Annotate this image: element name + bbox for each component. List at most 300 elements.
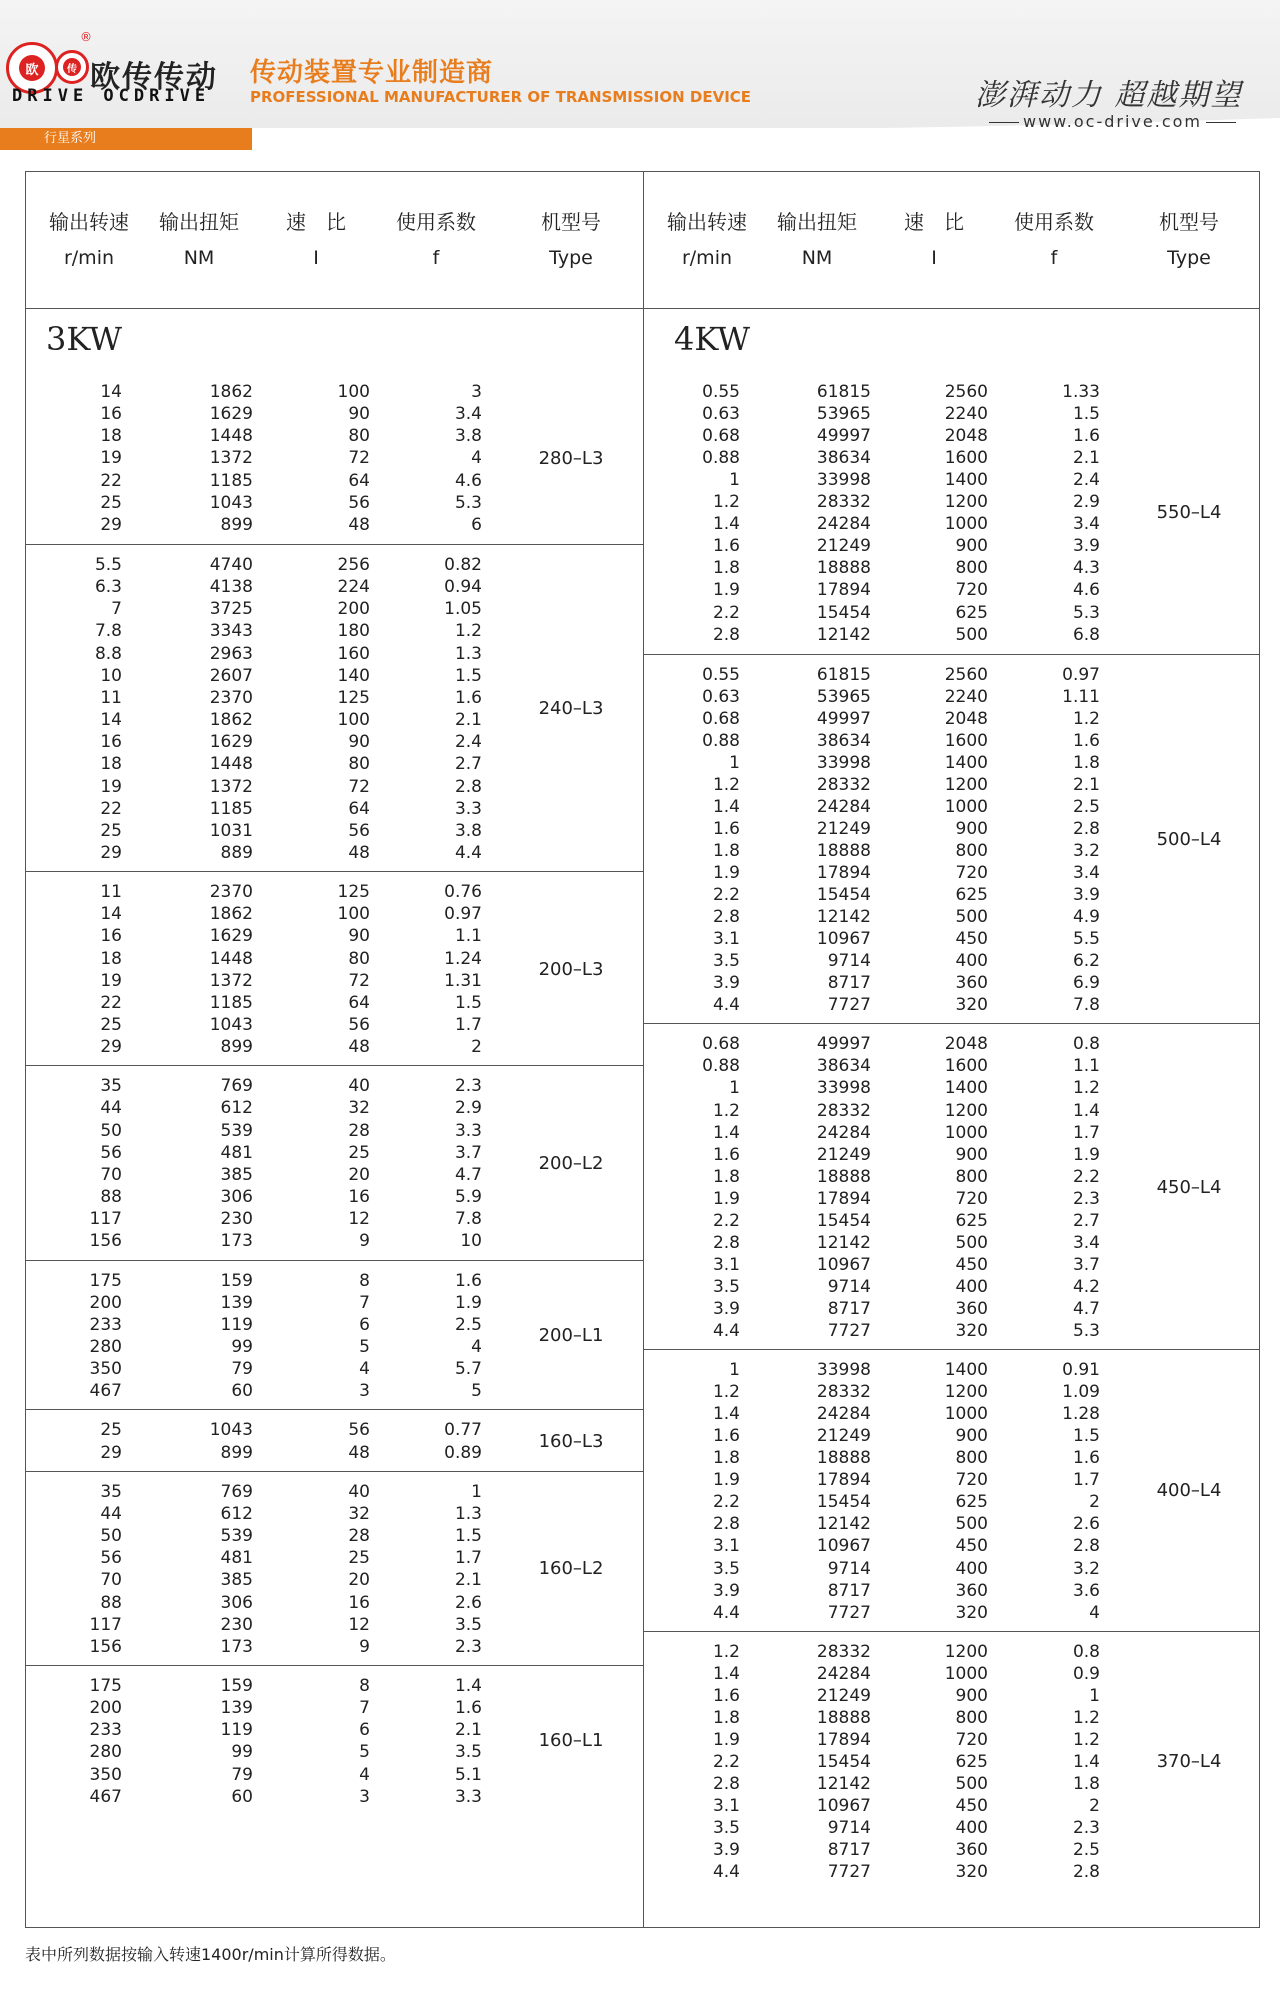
torque-cell: 12142 xyxy=(816,1232,871,1253)
factor-cell: 3.2 xyxy=(1072,840,1100,861)
ratio-cell: 1000 xyxy=(944,514,988,535)
table-row xyxy=(26,620,643,642)
factor-cell: 1.7 xyxy=(1072,1122,1100,1143)
ratio-cell: 72 xyxy=(348,448,370,469)
factor-cell: 3.9 xyxy=(1072,536,1100,557)
model-group xyxy=(26,1409,643,1471)
factor-cell: 3.5 xyxy=(454,1614,482,1635)
factor-cell: 3.5 xyxy=(454,1742,482,1763)
table-row xyxy=(644,1685,1259,1707)
ratio-cell: 20 xyxy=(348,1164,370,1185)
logo-gear-small-icon xyxy=(55,50,89,84)
factor-cell: 2.4 xyxy=(454,732,482,753)
speed-cell: 4.4 xyxy=(712,1862,740,1883)
speed-cell: 7 xyxy=(111,599,122,620)
header-en: Type xyxy=(549,247,593,269)
ratio-cell: 100 xyxy=(337,382,370,402)
torque-cell: 10967 xyxy=(816,1796,871,1817)
factor-cell: 5.9 xyxy=(454,1187,482,1208)
factor-cell: 1.09 xyxy=(1062,1382,1100,1403)
table-row xyxy=(644,1210,1259,1232)
speed-cell: 50 xyxy=(100,1120,122,1141)
header-en: r/min xyxy=(681,247,733,269)
table-row xyxy=(644,535,1259,557)
torque-cell: 99 xyxy=(231,1742,253,1763)
ratio-cell: 224 xyxy=(337,577,370,598)
speed-cell: 35 xyxy=(100,1076,122,1097)
motto: 澎湃动力 超越期望 xyxy=(975,78,1243,113)
table-row xyxy=(644,1298,1259,1320)
factor-cell: 4 xyxy=(471,1336,482,1357)
factor-cell: 2.3 xyxy=(454,1076,482,1097)
torque-cell: 1043 xyxy=(209,1015,253,1036)
speed-cell: 1.4 xyxy=(712,1122,740,1143)
factor-cell: 1.28 xyxy=(1062,1404,1100,1425)
torque-cell: 28332 xyxy=(816,1382,871,1403)
ratio-cell: 3 xyxy=(359,1381,370,1402)
ratio-cell: 56 xyxy=(348,492,370,513)
model-group xyxy=(26,1471,643,1666)
table-row xyxy=(644,1077,1259,1099)
ratio-cell: 48 xyxy=(348,842,370,863)
torque-cell: 1372 xyxy=(209,448,253,469)
table-row xyxy=(644,972,1259,994)
torque-cell: 21249 xyxy=(816,536,871,557)
table-row xyxy=(26,403,643,425)
torque-cell: 60 xyxy=(231,1381,253,1402)
speed-cell: 0.63 xyxy=(702,686,740,707)
torque-cell: 1448 xyxy=(209,754,253,775)
factor-cell: 3.4 xyxy=(1072,514,1100,535)
torque-cell: 1448 xyxy=(209,426,253,447)
torque-cell: 7727 xyxy=(827,995,871,1016)
header-speed xyxy=(652,206,762,269)
header-cn: 输出扭矩 xyxy=(159,210,239,234)
torque-cell: 539 xyxy=(220,1526,253,1547)
torque-cell: 17894 xyxy=(816,1188,871,1209)
ratio-cell: 800 xyxy=(955,1166,988,1187)
torque-cell: 899 xyxy=(220,1037,253,1058)
torque-cell: 7727 xyxy=(827,1602,871,1623)
torque-cell: 33998 xyxy=(816,752,871,773)
speed-cell: 35 xyxy=(100,1481,122,1502)
torque-cell: 899 xyxy=(220,1442,253,1463)
table-row xyxy=(644,1641,1259,1663)
factor-cell: 5.3 xyxy=(1072,602,1100,623)
speed-cell: 233 xyxy=(89,1314,122,1335)
torque-cell: 18888 xyxy=(816,558,871,579)
table-row xyxy=(644,1447,1259,1469)
speed-cell: 0.55 xyxy=(702,382,740,402)
speed-cell: 14 xyxy=(100,382,122,402)
speed-cell: 22 xyxy=(100,798,122,819)
ratio-cell: 1400 xyxy=(944,752,988,773)
factor-cell: 1.6 xyxy=(1072,1448,1100,1469)
factor-cell: 1.31 xyxy=(444,970,482,991)
torque-cell: 17894 xyxy=(816,1470,871,1491)
model-type: 450–L4 xyxy=(1156,1176,1222,1198)
ratio-cell: 360 xyxy=(955,1840,988,1861)
speed-cell: 467 xyxy=(89,1786,122,1807)
table-row xyxy=(644,1254,1259,1276)
model-type: 200–L2 xyxy=(538,1152,604,1174)
factor-cell: 2.7 xyxy=(454,754,482,775)
table-row xyxy=(644,1861,1259,1883)
ratio-cell: 800 xyxy=(955,840,988,861)
speed-cell: 3.5 xyxy=(712,951,740,972)
table-right-4kw xyxy=(644,172,1259,1927)
torque-cell: 9714 xyxy=(827,1558,871,1579)
factor-cell: 2.5 xyxy=(454,1314,482,1335)
factor-cell: 3.2 xyxy=(1072,1558,1100,1579)
speed-cell: 14 xyxy=(100,710,122,731)
torque-cell: 139 xyxy=(220,1292,253,1313)
speed-cell: 2.2 xyxy=(712,1492,740,1513)
table-row xyxy=(644,1663,1259,1685)
model-type: 160–L2 xyxy=(538,1558,604,1580)
table-row xyxy=(26,425,643,447)
ratio-cell: 256 xyxy=(337,555,370,576)
table-row xyxy=(26,665,643,687)
model-group xyxy=(26,871,643,1066)
factor-cell: 3.8 xyxy=(454,820,482,841)
speed-cell: 2.8 xyxy=(712,1232,740,1253)
table-row xyxy=(26,1208,643,1230)
speed-cell: 6.3 xyxy=(94,577,122,598)
model-type: 200–L3 xyxy=(538,958,604,980)
factor-cell: 1.5 xyxy=(454,665,482,686)
ratio-cell: 40 xyxy=(348,1481,370,1502)
factor-cell: 1.6 xyxy=(1072,730,1100,751)
header-en: f xyxy=(1050,247,1058,269)
table-row xyxy=(26,1697,643,1719)
torque-cell: 21249 xyxy=(816,1685,871,1706)
ratio-cell: 64 xyxy=(348,992,370,1013)
header-cn: 机型号 xyxy=(1159,210,1219,234)
speed-cell: 1.6 xyxy=(712,1426,740,1447)
table-row xyxy=(644,928,1259,950)
factor-cell: 1.6 xyxy=(454,1270,482,1291)
speed-cell: 1.8 xyxy=(712,840,740,861)
table-row xyxy=(26,1358,643,1380)
torque-cell: 61815 xyxy=(816,664,871,685)
speed-cell: 16 xyxy=(100,926,122,947)
speed-cell: 350 xyxy=(89,1764,122,1785)
speed-cell: 4.4 xyxy=(712,1321,740,1342)
torque-cell: 9714 xyxy=(827,1818,871,1839)
ratio-cell: 2048 xyxy=(944,426,988,447)
table-row xyxy=(644,1359,1259,1381)
torque-cell: 15454 xyxy=(816,885,871,906)
torque-cell: 99 xyxy=(231,1336,253,1357)
factor-cell: 2.6 xyxy=(1072,1514,1100,1535)
speed-cell: 56 xyxy=(100,1548,122,1569)
torque-cell: 1448 xyxy=(209,948,253,969)
factor-cell: 0.9 xyxy=(1072,1663,1100,1684)
torque-cell: 79 xyxy=(231,1764,253,1785)
model-type: 550–L4 xyxy=(1156,502,1222,524)
factor-cell: 4 xyxy=(1089,1602,1100,1623)
table-row xyxy=(644,579,1259,601)
torque-cell: 159 xyxy=(220,1675,253,1696)
torque-cell: 8717 xyxy=(827,1298,871,1319)
factor-cell: 0.97 xyxy=(444,904,482,925)
torque-cell: 18888 xyxy=(816,1707,871,1728)
torque-cell: 306 xyxy=(220,1187,253,1208)
ratio-cell: 9 xyxy=(359,1231,370,1252)
table-row xyxy=(26,598,643,620)
speed-cell: 3.1 xyxy=(712,929,740,950)
torque-cell: 2607 xyxy=(209,665,253,686)
factor-cell: 4.3 xyxy=(1072,558,1100,579)
factor-cell: 1.11 xyxy=(1062,686,1100,707)
ratio-cell: 900 xyxy=(955,1144,988,1165)
table-row xyxy=(26,1120,643,1142)
torque-cell: 15454 xyxy=(816,1751,871,1772)
factor-cell: 1 xyxy=(1089,1685,1100,1706)
ratio-cell: 200 xyxy=(337,599,370,620)
speed-cell: 156 xyxy=(89,1231,122,1252)
torque-cell: 385 xyxy=(220,1164,253,1185)
speed-cell: 1.4 xyxy=(712,1663,740,1684)
torque-cell: 1629 xyxy=(209,404,253,425)
ratio-cell: 360 xyxy=(955,1298,988,1319)
speed-cell: 19 xyxy=(100,970,122,991)
factor-cell: 2.8 xyxy=(454,776,482,797)
ratio-cell: 56 xyxy=(348,1420,370,1441)
brand-name-en: DRIVE OCDRIVE xyxy=(12,86,211,106)
ratio-cell: 6 xyxy=(359,1720,370,1741)
factor-cell: 2 xyxy=(1089,1492,1100,1513)
torque-cell: 4740 xyxy=(209,555,253,576)
speed-cell: 0.63 xyxy=(702,404,740,425)
ratio-cell: 25 xyxy=(348,1142,370,1163)
torque-cell: 8717 xyxy=(827,1840,871,1861)
ratio-cell: 3 xyxy=(359,1786,370,1807)
torque-cell: 24284 xyxy=(816,514,871,535)
speed-cell: 44 xyxy=(100,1098,122,1119)
torque-cell: 38634 xyxy=(816,1056,871,1077)
factor-cell: 0.94 xyxy=(444,577,482,598)
torque-cell: 33998 xyxy=(816,1360,871,1381)
torque-cell: 769 xyxy=(220,1076,253,1097)
table-row xyxy=(644,425,1259,447)
factor-cell: 1.6 xyxy=(1072,426,1100,447)
speed-cell: 175 xyxy=(89,1675,122,1696)
table-row xyxy=(26,1270,643,1292)
factor-cell: 3.6 xyxy=(1072,1580,1100,1601)
ratio-cell: 125 xyxy=(337,687,370,708)
table-row xyxy=(644,1033,1259,1055)
factor-cell: 4.6 xyxy=(1072,580,1100,601)
factor-cell: 3.3 xyxy=(454,1120,482,1141)
factor-cell: 5.3 xyxy=(454,492,482,513)
speed-cell: 3.1 xyxy=(712,1254,740,1275)
table-row xyxy=(644,774,1259,796)
speed-cell: 0.88 xyxy=(702,1056,740,1077)
factor-cell: 1.1 xyxy=(454,926,482,947)
header-cn: 速 比 xyxy=(286,210,346,234)
model-group xyxy=(26,544,643,872)
speed-cell: 3.9 xyxy=(712,1840,740,1861)
torque-cell: 15454 xyxy=(816,1492,871,1513)
ratio-cell: 1600 xyxy=(944,1056,988,1077)
torque-cell: 4138 xyxy=(209,577,253,598)
speed-cell: 117 xyxy=(89,1614,122,1635)
factor-cell: 3.4 xyxy=(1072,863,1100,884)
torque-cell: 1372 xyxy=(209,776,253,797)
speed-cell: 88 xyxy=(100,1187,122,1208)
speed-cell: 3.9 xyxy=(712,1298,740,1319)
table-row xyxy=(26,1675,643,1697)
factor-cell: 0.89 xyxy=(444,1442,482,1463)
table-row xyxy=(26,842,643,864)
speed-cell: 70 xyxy=(100,1164,122,1185)
ratio-cell: 800 xyxy=(955,1448,988,1469)
speed-cell: 3.5 xyxy=(712,1818,740,1839)
table-row xyxy=(644,1729,1259,1751)
table-row xyxy=(644,1707,1259,1729)
factor-cell: 1.7 xyxy=(454,1548,482,1569)
header-cn: 输出转速 xyxy=(667,210,747,234)
header-factor xyxy=(999,206,1109,269)
table-row xyxy=(644,1232,1259,1254)
ratio-cell: 1200 xyxy=(944,1382,988,1403)
ratio-cell: 5 xyxy=(359,1742,370,1763)
table-row xyxy=(644,686,1259,708)
factor-cell: 1.24 xyxy=(444,948,482,969)
ratio-cell: 64 xyxy=(348,470,370,491)
model-type: 160–L3 xyxy=(538,1430,604,1452)
ratio-cell: 500 xyxy=(955,624,988,645)
table-row xyxy=(26,643,643,665)
speed-cell: 175 xyxy=(89,1270,122,1291)
ratio-cell: 40 xyxy=(348,1076,370,1097)
speed-cell: 50 xyxy=(100,1526,122,1547)
power-label: 3KW xyxy=(46,320,123,358)
factor-cell: 2.8 xyxy=(1072,1536,1100,1557)
torque-cell: 17894 xyxy=(816,580,871,601)
speed-cell: 1.2 xyxy=(712,1382,740,1403)
model-group xyxy=(644,1023,1259,1350)
speed-cell: 2.2 xyxy=(712,1751,740,1772)
slogan-cn: 传动装置专业制造商 xyxy=(250,58,494,88)
table-row xyxy=(644,1513,1259,1535)
torque-cell: 1185 xyxy=(209,470,253,491)
torque-cell: 38634 xyxy=(816,730,871,751)
torque-cell: 481 xyxy=(220,1142,253,1163)
factor-cell: 5.5 xyxy=(1072,929,1100,950)
header-en: I xyxy=(931,247,937,269)
speed-cell: 3.9 xyxy=(712,973,740,994)
speed-cell: 467 xyxy=(89,1381,122,1402)
table-row xyxy=(26,798,643,820)
ratio-cell: 450 xyxy=(955,1796,988,1817)
ratio-cell: 180 xyxy=(337,621,370,642)
factor-cell: 1.5 xyxy=(454,992,482,1013)
torque-cell: 12142 xyxy=(816,624,871,645)
torque-cell: 2370 xyxy=(209,687,253,708)
speed-cell: 0.68 xyxy=(702,708,740,729)
speed-cell: 200 xyxy=(89,1292,122,1313)
speed-cell: 1 xyxy=(729,752,740,773)
torque-cell: 1043 xyxy=(209,492,253,513)
speed-cell: 1.6 xyxy=(712,818,740,839)
factor-cell: 1.8 xyxy=(1072,752,1100,773)
model-type: 200–L1 xyxy=(538,1324,604,1346)
header-en: Type xyxy=(1167,247,1211,269)
speed-cell: 1.6 xyxy=(712,1144,740,1165)
factor-cell: 10 xyxy=(460,1231,482,1252)
table-row xyxy=(26,492,643,514)
speed-cell: 25 xyxy=(100,820,122,841)
ratio-cell: 28 xyxy=(348,1120,370,1141)
torque-cell: 1629 xyxy=(209,926,253,947)
torque-cell: 60 xyxy=(231,1786,253,1807)
ratio-cell: 72 xyxy=(348,776,370,797)
factor-cell: 1.2 xyxy=(1072,1729,1100,1750)
speed-cell: 2.8 xyxy=(712,907,740,928)
torque-cell: 17894 xyxy=(816,1729,871,1750)
table-row xyxy=(26,753,643,775)
ratio-cell: 450 xyxy=(955,1536,988,1557)
torque-cell: 612 xyxy=(220,1503,253,1524)
speed-cell: 56 xyxy=(100,1142,122,1163)
series-tab: 行星系列 xyxy=(0,128,252,150)
table-row xyxy=(26,1292,643,1314)
table-row xyxy=(644,708,1259,730)
speed-cell: 18 xyxy=(100,754,122,775)
speed-cell: 1.8 xyxy=(712,1166,740,1187)
ratio-cell: 160 xyxy=(337,643,370,664)
model-group xyxy=(644,381,1259,654)
factor-cell: 2.1 xyxy=(1072,774,1100,795)
factor-cell: 1.5 xyxy=(1072,404,1100,425)
factor-cell: 1.4 xyxy=(454,1675,482,1696)
ratio-cell: 28 xyxy=(348,1526,370,1547)
ratio-cell: 800 xyxy=(955,1707,988,1728)
speed-cell: 4.4 xyxy=(712,1602,740,1623)
factor-cell: 5.7 xyxy=(454,1359,482,1380)
torque-cell: 1629 xyxy=(209,732,253,753)
footnote: 表中所列数据按输入转速1400r/min计算所得数据。 xyxy=(25,1945,396,1964)
website xyxy=(985,112,1240,131)
factor-cell: 0.97 xyxy=(1062,664,1100,685)
factor-cell: 7.8 xyxy=(1072,995,1100,1016)
model-type: 240–L3 xyxy=(538,698,604,720)
speed-cell: 200 xyxy=(89,1698,122,1719)
table-row xyxy=(26,1592,643,1614)
table-row xyxy=(26,514,643,536)
factor-cell: 1.2 xyxy=(1072,1078,1100,1099)
factor-cell: 4.7 xyxy=(454,1164,482,1185)
table-row xyxy=(26,881,643,903)
factor-cell: 3.7 xyxy=(1072,1254,1100,1275)
torque-cell: 28332 xyxy=(816,1100,871,1121)
ratio-cell: 140 xyxy=(337,665,370,686)
header-en: NM xyxy=(801,247,833,269)
torque-cell: 21249 xyxy=(816,1144,871,1165)
ratio-cell: 1000 xyxy=(944,1404,988,1425)
factor-cell: 1.7 xyxy=(1072,1470,1100,1491)
speed-cell: 1.6 xyxy=(712,1685,740,1706)
factor-cell: 6.2 xyxy=(1072,951,1100,972)
factor-cell: 2.3 xyxy=(1072,1818,1100,1839)
model-group xyxy=(644,1349,1259,1632)
ratio-cell: 1200 xyxy=(944,1641,988,1662)
table-row xyxy=(644,1425,1259,1447)
factor-cell: 0.8 xyxy=(1072,1641,1100,1662)
